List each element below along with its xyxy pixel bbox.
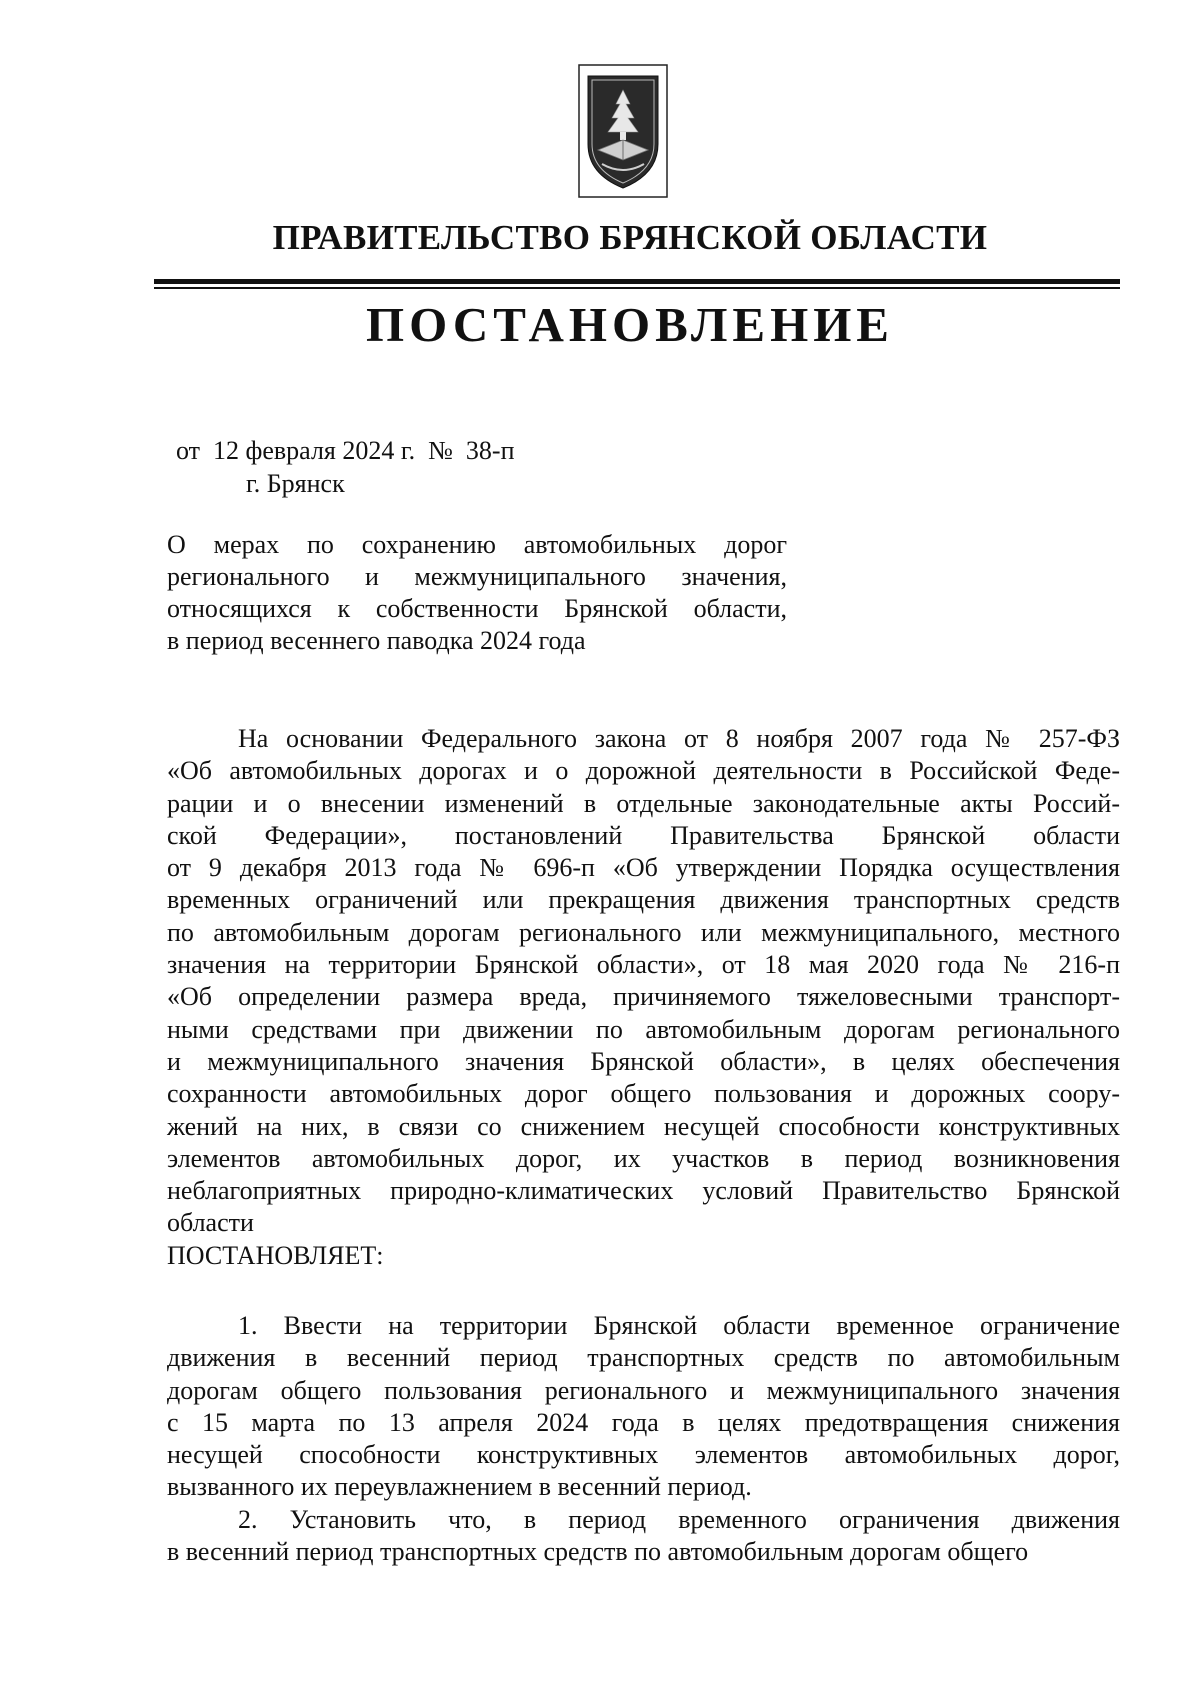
preamble-line: и межмуниципального значения Брянской области», в целях обеспечения [167,1046,1120,1076]
preamble-line: значения на территории Брянской области», от 18 мая 2020 года № 216-п [167,950,1120,980]
item-1-line: 1. Ввести на территории Брянской области временное ограничение [238,1311,1120,1340]
preamble-line: области [167,1208,254,1238]
preamble-line: временных ограничений или прекращения движения транспортных средств [167,885,1120,915]
government-title: ПРАВИТЕЛЬСТВО БРЯНСКОЙ ОБЛАСТИ [272,218,988,257]
preamble-line: ской Федерации», постановлений Правительства Брянской области [167,820,1120,850]
document-type-title: ПОСТАНОВЛЕНИЕ [366,297,894,352]
preamble-line: по автомобильным дорогам регионального или межмуниципального, местного [167,917,1120,947]
item-1-line: с 15 марта по 13 апреля 2024 года в целях предотвращения снижения [167,1407,1120,1437]
date-and-number: от 12 февраля 2024 г. № 38-п [176,436,515,465]
decree-word: ПОСТАНОВЛЯЕТ: [167,1240,384,1270]
preamble-line: «Об автомобильных дорогах и о дорожной деятельности в Российской Феде- [167,756,1120,786]
item-1-line: вызванного их переувлажнением в весенний период. [167,1472,752,1502]
header-divider-thin [154,287,1120,289]
preamble-paragraph [167,723,1120,1272]
item-1-line: несущей способности конструктивных элементов автомобильных дорог, [167,1440,1120,1470]
bryansk-coat-of-arms-icon [578,64,668,198]
item-2-line: 2. Установить что, в период временного ограничения движения [238,1504,1120,1534]
header-divider-thick [154,279,1120,284]
item-1-line: движения в весенний период транспортных средств по автомобильным [167,1343,1120,1373]
city: г. Брянск [246,469,345,498]
preamble-line: рации и о внесении изменений в отдельные законодательные акты Россий- [167,788,1120,818]
preamble-line: «Об определении размера вреда, причиняемого тяжеловесными транспорт- [167,982,1120,1012]
preamble-line: На основании Федерального закона от 8 ноября 2007 года № 257-ФЗ [238,724,1120,753]
decree-items [167,1310,1120,1568]
preamble-line: от 9 декабря 2013 года № 696-п «Об утверждении Порядка осуществления [167,853,1120,883]
document-subject [167,529,787,657]
preamble-line: ными средствами при движении по автомобильным дорогам регионального [167,1014,1120,1044]
subject-line: относящихся к собственности Брянской области, [167,594,787,623]
item-1-line: дорогам общего пользования регионального и межмуниципального значения [167,1375,1120,1405]
subject-line: О мерах по сохранению автомобильных дорог [167,530,787,559]
subject-line: регионального и межмуниципального значения, [167,562,787,591]
preamble-line: неблагоприятных природно-климатических условий Правительство Брянской [167,1176,1120,1206]
subject-line: в период весеннего паводка 2024 года [167,626,586,655]
preamble-line: сохранности автомобильных дорог общего пользования и дорожных соору- [167,1079,1120,1109]
preamble-line: жений на них, в связи со снижением несущей способности конструктивных [167,1111,1120,1141]
item-2-line: в весенний период транспортных средств по автомобильным дорогам общего [167,1537,1029,1567]
preamble-line: элементов автомобильных дорог, их участков в период возникновения [167,1143,1120,1173]
